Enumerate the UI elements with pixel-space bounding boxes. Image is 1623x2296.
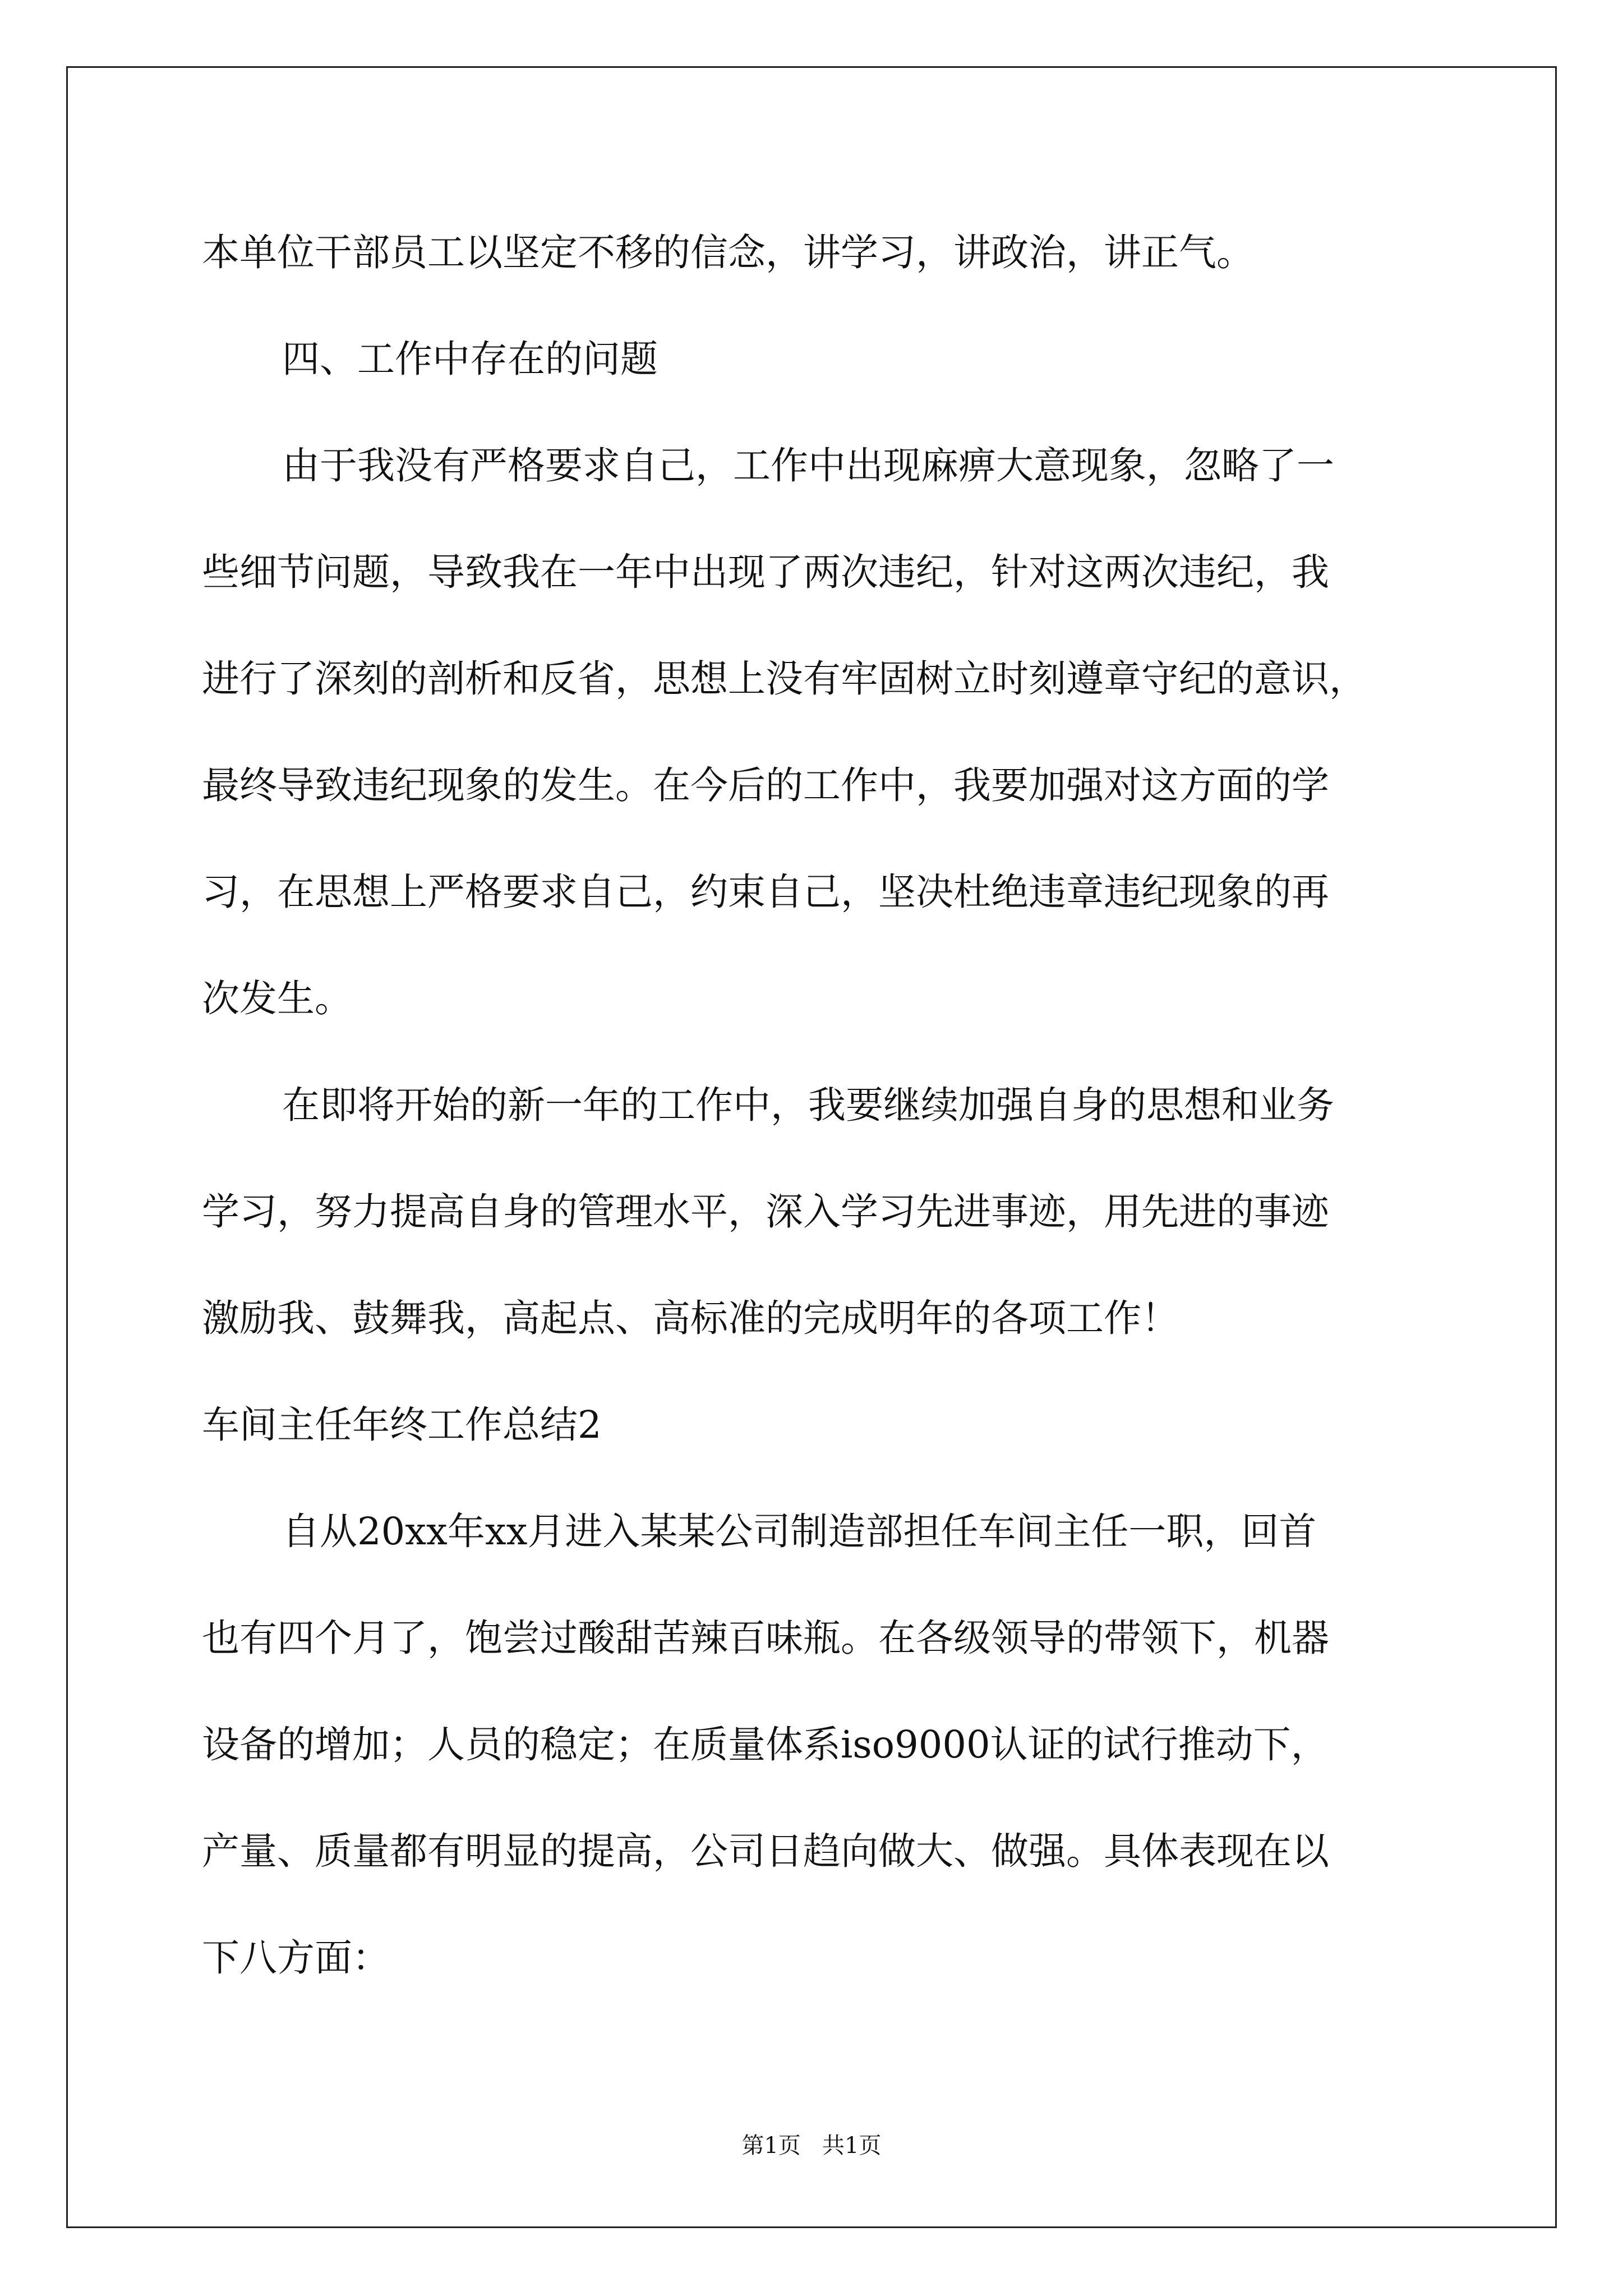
paragraph-line: 由于我没有严格要求自己，工作中出现麻痹大意现象，忽略了一 <box>282 444 1334 487</box>
paragraph-line: 产量、质量都有明显的提高，公司日趋向做大、做强。具体表现在以 <box>202 1829 1329 1873</box>
paragraph-line: 自从20xx年xx月进入某某公司制造部担任车间主任一职，回首 <box>282 1510 1317 1553</box>
section-heading: 四、工作中存在的问题 <box>282 337 658 381</box>
document-subtitle: 车间主任年终工作总结2 <box>202 1403 602 1447</box>
paragraph-line: 本单位干部员工以坚定不移的信念，讲学习，讲政治，讲正气。 <box>202 231 1254 274</box>
paragraph-line: 下八方面： <box>202 1936 390 1980</box>
paragraph-line: 学习，努力提高自身的管理水平，深入学习先进事迹，用先进的事迹 <box>202 1190 1329 1234</box>
paragraph-line: 也有四个月了，饱尝过酸甜苦辣百味瓶。在各级领导的带领下，机器 <box>202 1616 1329 1660</box>
paragraph-line: 最终导致违纪现象的发生。在今后的工作中，我要加强对这方面的学 <box>202 763 1329 807</box>
paragraph-line: 在即将开始的新一年的工作中，我要继续加强自身的思想和业务 <box>282 1083 1334 1127</box>
page-border <box>66 66 1557 2228</box>
paragraph-line: 设备的增加；人员的稳定；在质量体系iso9000认证的试行推动下， <box>202 1723 1329 1766</box>
paragraph-line: 进行了深刻的剖析和反省，思想上没有牢固树立时刻遵章守纪的意识， <box>202 657 1367 701</box>
paragraph-line: 习，在思想上严格要求自己，约束自己，坚决杜绝违章违纪现象的再 <box>202 870 1329 914</box>
paragraph-line: 次发生。 <box>202 977 352 1020</box>
paragraph-line: 激励我、鼓舞我，高起点、高标准的完成明年的各项工作！ <box>202 1296 1179 1340</box>
paragraph-line: 些细节问题，导致我在一年中出现了两次违纪，针对这两次违纪，我 <box>202 550 1329 594</box>
page-footer: 第1页 共1页 <box>741 2133 882 2159</box>
